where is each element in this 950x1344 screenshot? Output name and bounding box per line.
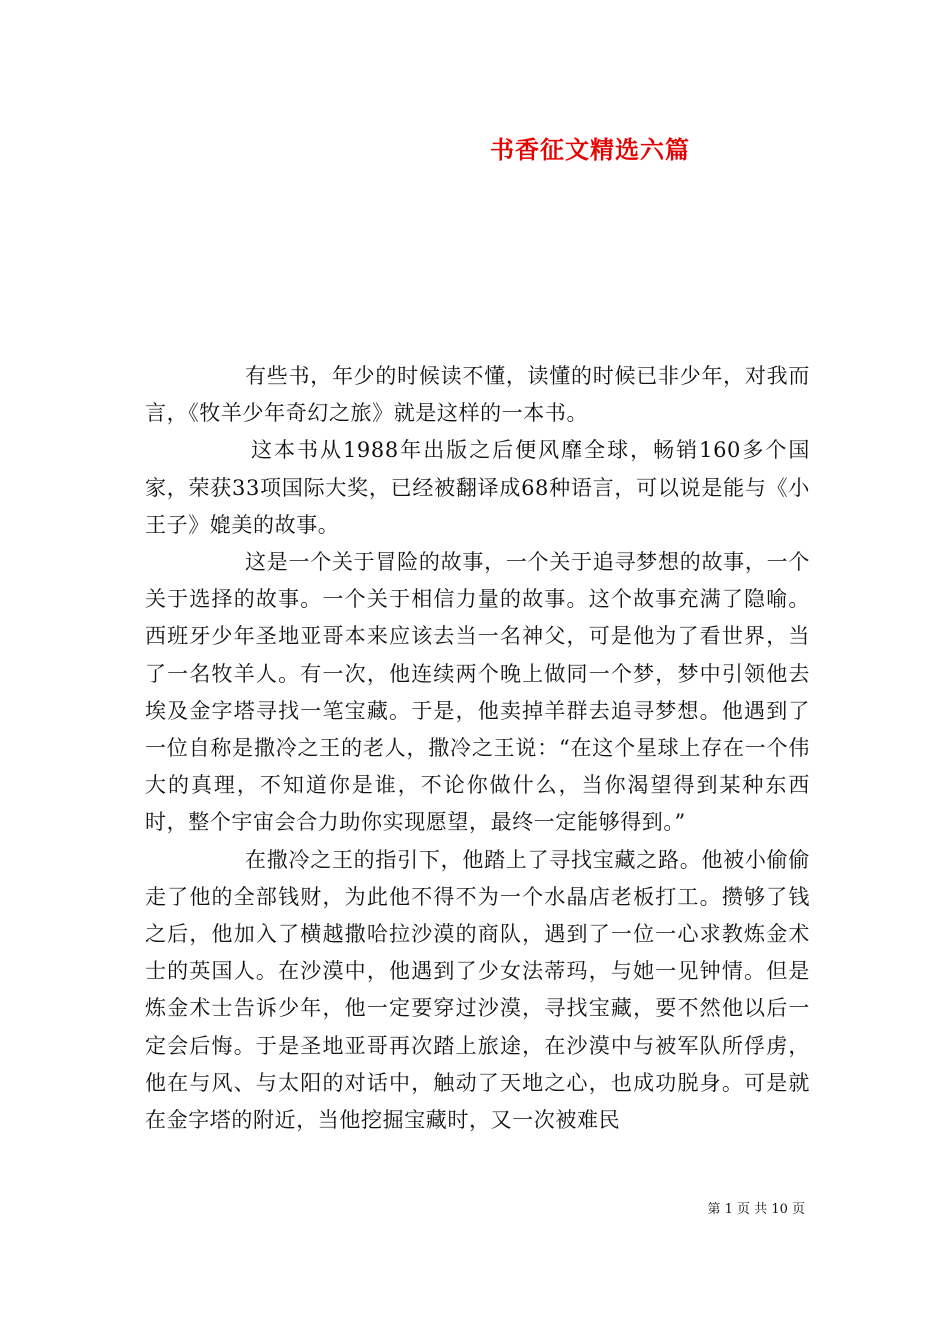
paragraph-4: 在撒冷之王的指引下，他踏上了寻找宝藏之路。他被小偷偷走了他的全部钱财，为此他不得不为一个水晶店老板打工。攒够了钱之后，他加入了横越撒哈拉沙漠的商队，遇到了一位一心求教炼金术士的英国人。在沙漠中，他遇到了少女法蒂玛，与她一见钟情。但是炼金术士告诉少年，他一定要穿过沙漠，寻找宝藏，要不然他以后一定会后悔。于是圣地亚哥再次踏上旅途，在沙漠中与被军队所俘虏，他在与风、与太阳的对话中，触动了天地之心，也成功脱身。可是就在金字塔的附近，当他挖掘宝藏时，又一次被难民: [145, 847, 810, 1133]
page-title: 书香征文精选六篇: [490, 136, 690, 164]
page-number-footer: 第 1 页 共 10 页: [707, 1202, 805, 1217]
paragraph-3: 这是一个关于冒险的故事，一个关于追寻梦想的故事，一个关于选择的故事。一个关于相信力量的故事。这个故事充满了隐喻。西班牙少年圣地亚哥本来应该去当一名神父，可是他为了看世界，当了一名牧羊人。有一次，他连续两个晚上做同一个梦，梦中引领他去埃及金字塔寻找一笔宝藏。于是，他卖掉羊群去追寻梦想。他遇到了一位自称是撒冷之王的老人，撒冷之王说：“在这个星球上存在一个伟大的真理，不知道你是谁，不论你做什么，当你渴望得到某种东西时，整个宇宙会合力助你实现愿望，最终一定能够得到。”: [145, 550, 810, 835]
document-body: [145, 358, 810, 1139]
paragraph-1: 有些书，年少的时候读不懂，读懂的时候已非少年，对我而言，《牧羊少年奇幻之旅》就是这样的一本书。: [145, 364, 810, 426]
paragraph-2: 这本书从1988年出版之后便风靡全球，畅销160多个国家，荣获33项国际大奖，已经被翻译成68种语言，可以说是能与《小王子》媲美的故事。: [145, 438, 810, 537]
